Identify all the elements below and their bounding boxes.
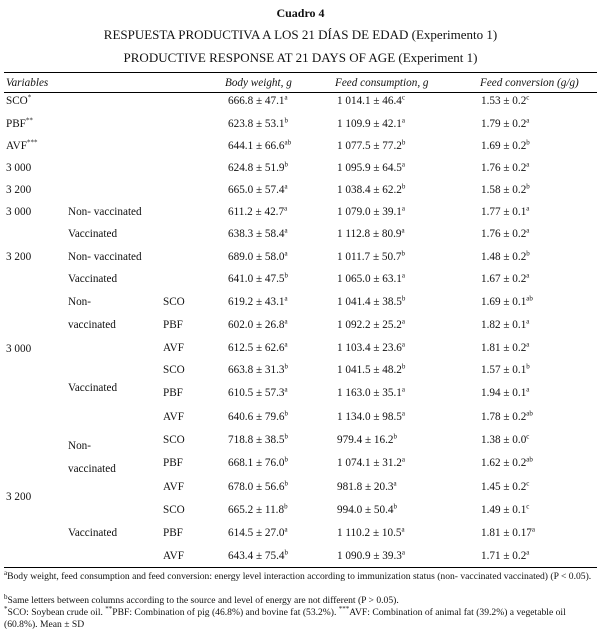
cell-feed-consumption: 1 103.4 ± 23.6$^a$ (337, 340, 405, 354)
cell-feed-conversion: 1.49 ± 0.1$^c$ (481, 502, 530, 516)
cell-body-weight: 665.2 ± 11.8$^b$ (228, 502, 288, 516)
group-energy-3000-b: 3 000 (6, 343, 32, 355)
row-immunization: Vaccinated (68, 273, 118, 285)
row-fat-source: AVF (163, 411, 184, 423)
cell-body-weight: 689.0 ± 58.0$^a$ (228, 249, 288, 263)
cell-body-weight: 663.8 ± 31.3$^b$ (228, 362, 288, 376)
row-fat-source: SCO (163, 296, 185, 308)
cell-body-weight: 643.4 ± 75.4$^b$ (228, 548, 288, 562)
group-vaccinated-a: Vaccinated (68, 382, 118, 394)
row-immunization: Non- vaccinated (68, 206, 142, 218)
cell-body-weight: 665.0 ± 57.4$^a$ (228, 182, 288, 196)
cell-feed-consumption: 1 163.0 ± 35.1$^a$ (337, 385, 405, 399)
cell-feed-consumption: 1 041.4 ± 38.5$^b$ (337, 294, 406, 308)
cell-feed-consumption: 1 110.2 ± 10.5$^a$ (337, 525, 405, 539)
cell-feed-consumption: 1 134.0 ± 98.5$^a$ (337, 409, 405, 423)
row-fat-source: AVF (163, 550, 184, 562)
cell-body-weight: 668.1 ± 76.0$^b$ (228, 455, 288, 469)
row-fat-source: PBF (163, 527, 183, 539)
cell-feed-conversion: 1.76 ± 0.2$^a$ (481, 160, 530, 174)
title-english: PRODUCTIVE RESPONSE AT 21 DAYS OF AGE (Experiment 1) (123, 50, 478, 65)
cell-body-weight: 718.8 ± 38.5$^b$ (228, 432, 288, 446)
footnote-1: $^a$Body weight, feed consumption and feed conversion: energy level interaction according to immunization status (non- vaccinated vaccinated) (P < 0.05). (4, 568, 592, 582)
row-variable: 3 200 (6, 184, 32, 196)
cell-feed-conversion: 1.71 ± 0.2$^a$ (481, 548, 530, 562)
cell-feed-consumption: 979.4 ± 16.2$^b$ (337, 432, 397, 446)
cell-feed-consumption: 1 112.8 ± 80.9$^a$ (337, 226, 405, 240)
row-fat-source: SCO (163, 434, 185, 446)
cell-feed-consumption: 1 074.1 ± 31.2$^a$ (337, 455, 405, 469)
header-feed-consumption: Feed consumption, g (335, 77, 429, 89)
cell-body-weight: 624.8 ± 51.9$^b$ (228, 160, 288, 174)
cell-feed-consumption: 1 041.5 ± 48.2$^b$ (337, 362, 406, 376)
cell-body-weight: 644.1 ± 66.6$^{ab}$ (228, 138, 292, 152)
cell-feed-conversion: 1.69 ± 0.1$^{ab}$ (481, 294, 533, 308)
cell-feed-conversion: 1.94 ± 0.1$^a$ (481, 385, 530, 399)
cell-feed-conversion: 1.78 ± 0.2$^{ab}$ (481, 409, 533, 423)
bottom-rule (4, 567, 597, 568)
cell-body-weight: 640.6 ± 79.6$^b$ (228, 409, 288, 423)
cell-feed-consumption: 1 109.9 ± 42.1$^a$ (337, 116, 405, 130)
cell-body-weight: 638.3 ± 58.4$^a$ (228, 226, 288, 240)
row-immunization: Non- vaccinated (68, 251, 142, 263)
header-feed-conversion: Feed conversion (g/g) (480, 77, 579, 89)
cell-feed-conversion: 1.79 ± 0.2$^a$ (481, 116, 530, 130)
cell-body-weight: 619.2 ± 43.1$^a$ (228, 294, 288, 308)
cell-feed-conversion: 1.67 ± 0.2$^a$ (481, 271, 530, 285)
cell-body-weight: 610.5 ± 57.3$^a$ (228, 385, 288, 399)
cell-feed-consumption: 1 065.0 ± 63.1$^a$ (337, 271, 405, 285)
cell-feed-consumption: 1 077.5 ± 77.2$^b$ (337, 138, 406, 152)
cell-body-weight: 641.0 ± 47.5$^b$ (228, 271, 288, 285)
title-spanish: RESPUESTA PRODUCTIVA A LOS 21 DÍAS DE EDAD (Experimento 1) (103, 27, 498, 42)
cell-feed-conversion: 1.81 ± 0.2$^a$ (481, 340, 530, 354)
footnote-2: $^b$Same letters between columns according to the source and level of energy are not different (P > 0.05). (4, 592, 399, 606)
cell-feed-consumption: 1 011.7 ± 50.7$^b$ (337, 249, 405, 263)
cell-body-weight: 678.0 ± 56.6$^b$ (228, 479, 288, 493)
row-variable: PBF** (6, 116, 33, 130)
cell-feed-consumption: 994.0 ± 50.4$^b$ (337, 502, 397, 516)
row-fat-source: SCO (163, 364, 185, 376)
cell-feed-consumption: 981.8 ± 20.3$^a$ (337, 479, 397, 493)
header-rule (4, 92, 597, 93)
group-energy-3200-b: 3 200 (6, 491, 32, 503)
cell-body-weight: 623.8 ± 53.1$^b$ (228, 116, 288, 130)
group-non-vaccinated-a-line1: Non- (68, 296, 91, 308)
row-variable: 3 000 (6, 162, 32, 174)
cell-feed-conversion: 1.62 ± 0.2$^{ab}$ (481, 455, 533, 469)
cell-body-weight: 602.0 ± 26.8$^a$ (228, 317, 288, 331)
row-variable: SCO* (6, 93, 32, 107)
cell-feed-consumption: 1 079.0 ± 39.1$^a$ (337, 204, 405, 218)
cell-feed-consumption: 1 038.4 ± 62.2$^b$ (337, 182, 406, 196)
group-non-vaccinated-b-line1: Non- (68, 440, 91, 452)
row-fat-source: SCO (163, 504, 185, 516)
group-non-vaccinated-a-line2: vaccinated (68, 319, 116, 331)
group-energy-3000-a: 3 000 (6, 206, 32, 218)
table-label: Cuadro 4 (276, 6, 325, 20)
cell-feed-conversion: 1.77 ± 0.1$^a$ (481, 204, 530, 218)
group-non-vaccinated-b-line2: vaccinated (68, 463, 116, 475)
row-variable: AVF*** (6, 138, 38, 152)
row-fat-source: PBF (163, 387, 183, 399)
cell-feed-conversion: 1.58 ± 0.2$^b$ (481, 182, 530, 196)
cell-feed-conversion: 1.53 ± 0.2$^c$ (481, 93, 530, 107)
group-energy-3200-a: 3 200 (6, 251, 32, 263)
row-immunization: Vaccinated (68, 228, 118, 240)
row-fat-source: AVF (163, 481, 184, 493)
cell-feed-conversion: 1.48 ± 0.2$^b$ (481, 249, 530, 263)
cell-body-weight: 612.5 ± 62.6$^a$ (228, 340, 288, 354)
cell-feed-conversion: 1.76 ± 0.2$^a$ (481, 226, 530, 240)
cell-feed-consumption: 1 095.9 ± 64.5$^a$ (337, 160, 405, 174)
cell-feed-conversion: 1.57 ± 0.1$^b$ (481, 362, 530, 376)
top-rule (4, 72, 597, 73)
cell-feed-conversion: 1.69 ± 0.2$^b$ (481, 138, 530, 152)
cell-feed-conversion: 1.81 ± 0.17$^a$ (481, 525, 535, 539)
cell-feed-consumption: 1 014.1 ± 46.4$^c$ (337, 93, 405, 107)
group-vaccinated-b: Vaccinated (68, 527, 118, 539)
cell-feed-conversion: 1.45 ± 0.2$^c$ (481, 479, 530, 493)
header-variables: Variables (6, 77, 49, 89)
cell-body-weight: 614.5 ± 27.0$^a$ (228, 525, 288, 539)
cell-feed-conversion: 1.82 ± 0.1$^a$ (481, 317, 530, 331)
cell-feed-consumption: 1 092.2 ± 25.2$^a$ (337, 317, 405, 331)
row-fat-source: PBF (163, 319, 183, 331)
row-fat-source: PBF (163, 457, 183, 469)
cell-feed-conversion: 1.38 ± 0.0$^c$ (481, 432, 530, 446)
cell-body-weight: 666.8 ± 47.1$^a$ (228, 93, 288, 107)
row-fat-source: AVF (163, 342, 184, 354)
footnote-3: *SCO: Soybean crude oil. **PBF: Combination of pig (46.8%) and bovine fat (53.2%). ***AVF: Combination of animal fat (39.2%) a vegetable oil (60.8%). Mean ± SD (4, 604, 566, 630)
cell-body-weight: 611.2 ± 42.7$^a$ (228, 204, 288, 218)
header-body-weight: Body weight, g (225, 77, 292, 89)
cell-feed-consumption: 1 090.9 ± 39.3$^a$ (337, 548, 405, 562)
